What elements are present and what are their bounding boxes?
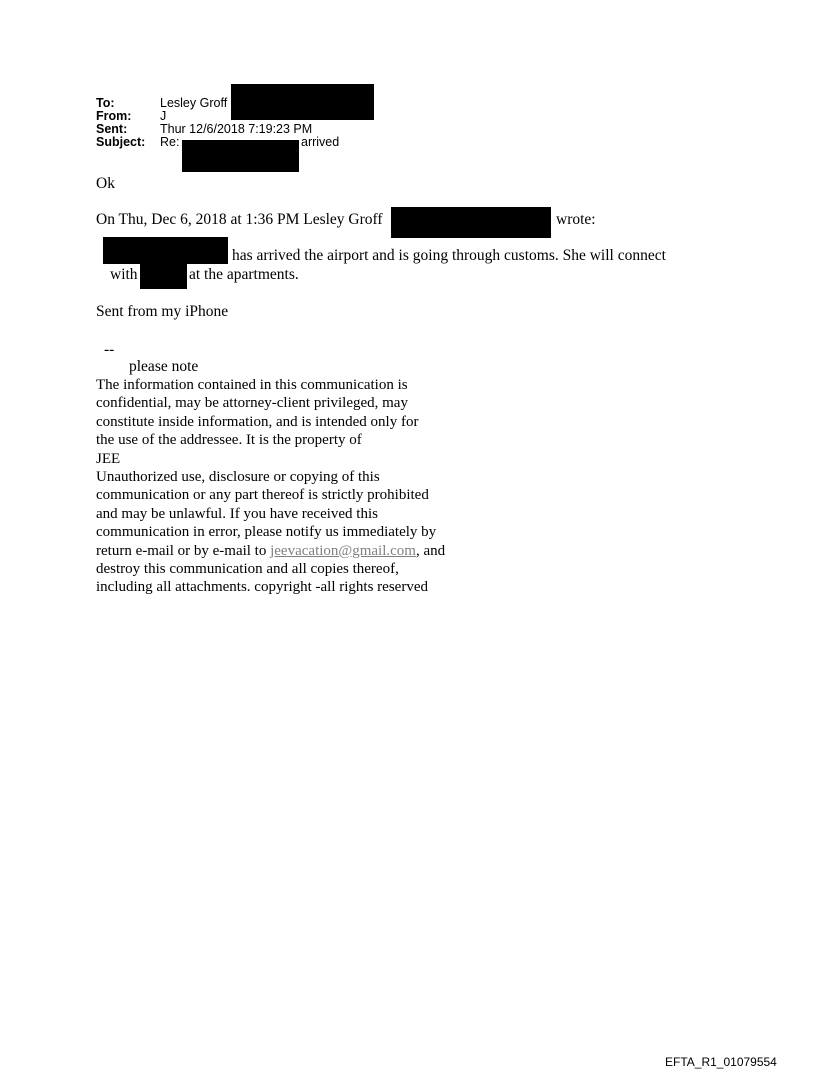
redaction-box-recipient (231, 84, 374, 120)
disclaimer-email-line (96, 542, 445, 560)
quote-intro-prefix: On Thu, Dec 6, 2018 at 1:36 PM Lesley Groff (96, 211, 383, 228)
sent-value: Thur 12/6/2018 7:19:23 PM (160, 122, 313, 136)
email-link[interactable]: jeevacation@gmail.com (270, 542, 416, 559)
subject-suffix: arrived (301, 135, 340, 149)
disclaimer-line: confidential, may be attorney-client privileged, may (96, 395, 408, 412)
quote-line-1: has arrived the airport and is going through customs. She will connect (232, 247, 666, 264)
quote-line-2-suffix: at the apartments. (189, 266, 299, 283)
disclaimer-line: constitute inside information, and is intended only for (96, 413, 419, 430)
quote-line-2-prefix: with (110, 266, 138, 283)
subject-prefix: Re: (160, 135, 180, 149)
disclaimer-line: including all attachments. copyright -all rights reserved (96, 579, 428, 596)
document-id: EFTA_R1_01079554 (665, 1055, 777, 1069)
from-label: From: (96, 109, 132, 123)
to-value: Lesley Groff (160, 96, 228, 110)
please-note: please note (129, 358, 199, 375)
sent-label: Sent: (96, 122, 128, 136)
disclaimer-line: The information contained in this communication is (96, 377, 408, 393)
quote-intro-suffix: wrote: (556, 211, 596, 228)
subject-label: Subject: (96, 135, 146, 149)
redaction-box-person (140, 264, 187, 289)
disclaimer-line: communication or any part thereof is strictly prohibited (96, 487, 429, 504)
signature-text: Sent from my iPhone (96, 303, 229, 320)
redaction-box-subject (182, 140, 299, 172)
reply-text: Ok (96, 175, 115, 192)
disclaimer-line: the use of the addressee. It is the property of (96, 432, 362, 449)
email-line-suffix: , and (415, 542, 446, 559)
from-value: J (160, 109, 167, 123)
disclaimer-line: and may be unlawful. If you have received this (96, 505, 378, 522)
email-line-prefix: return e-mail or by e-mail to (96, 542, 271, 559)
disclaimer (96, 376, 445, 597)
disclaimer-line: destroy this communication and all copies thereof, (96, 561, 399, 578)
disclaimer-line: JEE (96, 450, 121, 467)
disclaimer-line: communication in error, please notify us immediately by (96, 524, 437, 541)
redaction-box-name (103, 237, 228, 264)
to-label: To: (96, 96, 115, 110)
separator: -- (104, 341, 115, 358)
disclaimer-line: Unauthorized use, disclosure or copying of this (96, 469, 380, 486)
redaction-box-email (391, 207, 551, 238)
